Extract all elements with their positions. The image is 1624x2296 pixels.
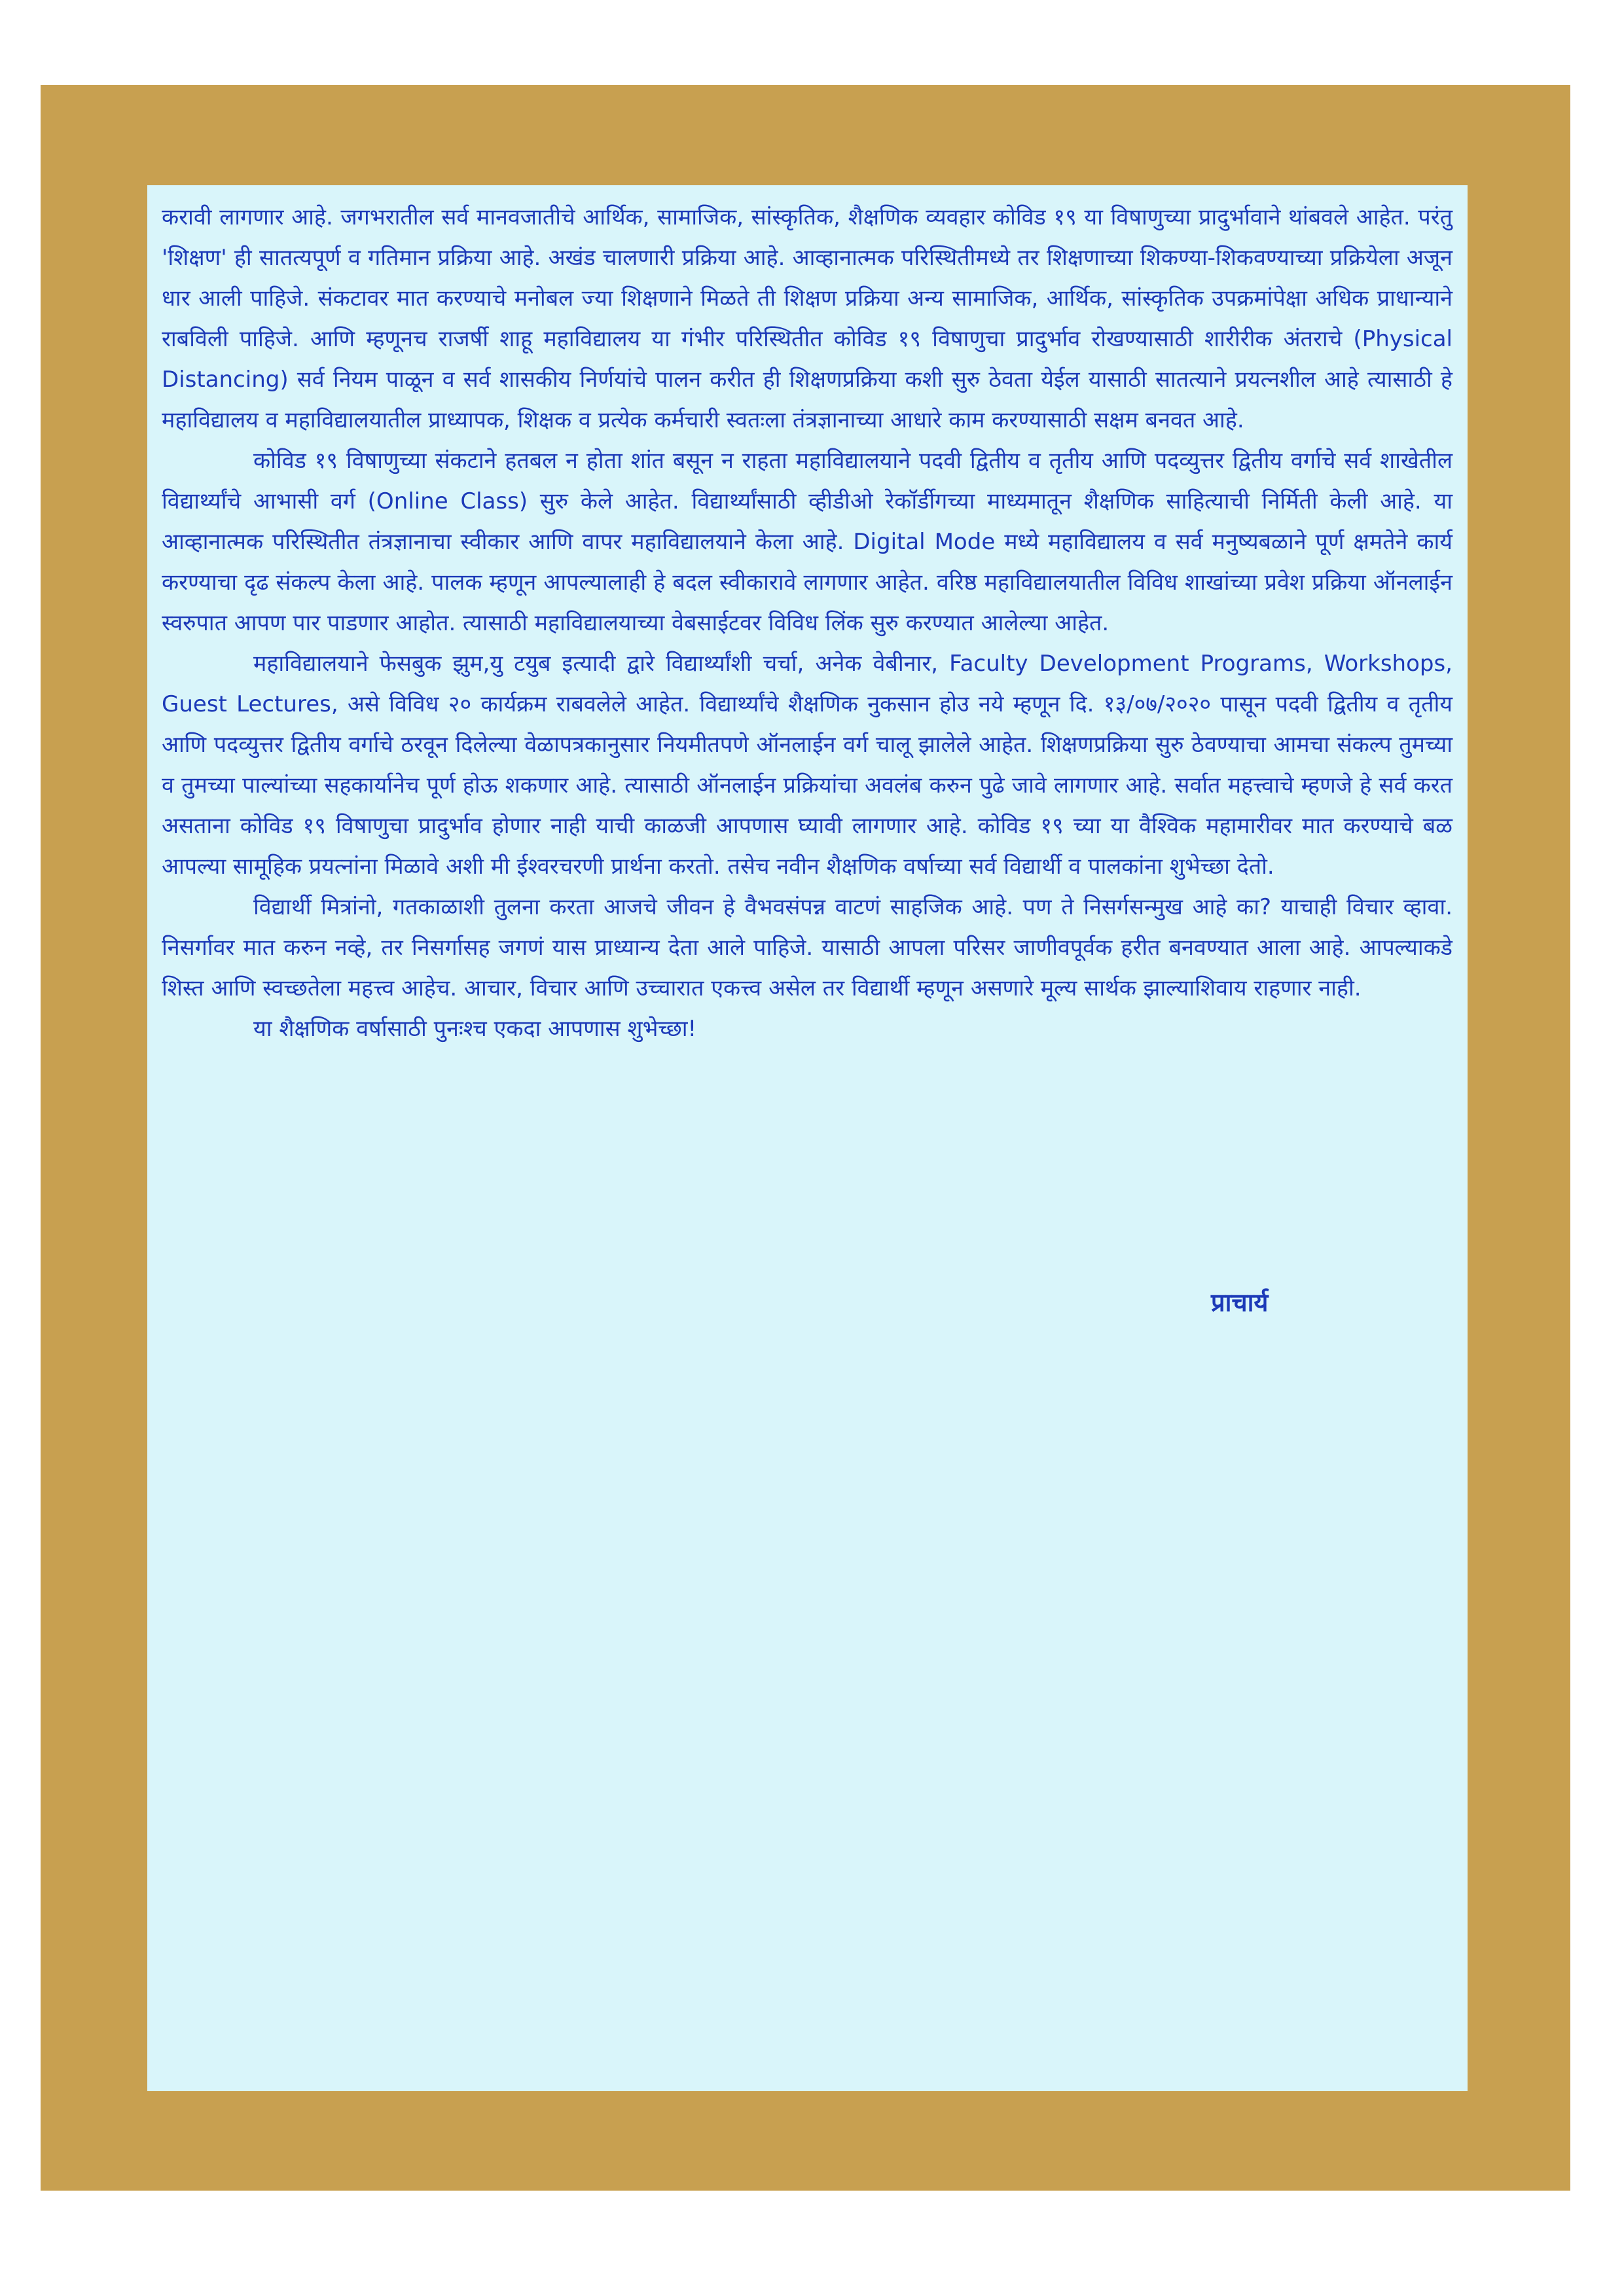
paragraph-3: महाविद्यालयाने फेसबुक झुम,यु टयुब इत्यादी द्वारे विद्यार्थ्यांशी चर्चा, अनेक वेबीनार, Faculty Development Programs, Workshops, Guest Lectures, असे विविध २० कार्यक्रम राबवलेले आहेत. विद्यार्थ्यांचे शैक्षणिक नुकसान होउ नये म्हणून दि. १३/०७/२०२० पासून पदवी द्वितीय व तृतीय आणि पदव्युत्तर द्वितीय वर्गाचे ठरवून दिलेल्या वेळापत्रकानुसार नियमीतपणे ऑनलाईन वर्ग चालू झालेले आहेत. शिक्षणप्रक्रिया सुरु ठेवण्याचा आमचा संकल्प तुमच्या व तुमच्या पाल्यांच्या सहकार्यानेच पूर्ण होऊ शकणार आहे. त्यासाठी ऑनलाईन प्रक्रियांचा अवलंब करुन पुढे जावे लागणार आहे. सर्वात महत्त्वाचे म्हणजे हे सर्व करत असताना कोविड १९ विषाणुचा प्रादुर्भाव होणार नाही याची काळजी आपणास घ्यावी लागणार आहे. कोविड १९ च्या या वैश्विक महामारीवर मात करण्याचे बळ आपल्या सामूहिक प्रयत्नांना मिळावे अशी मी ईश्वरचरणी प्रार्थना करतो. तसेच नवीन शैक्षणिक वर्षाच्या सर्व विद्यार्थी व पालकांना शुभेच्छा देतो. (162, 651, 1453, 880)
paragraph-1: करावी लागणार आहे. जगभरातील सर्व मानवजातीचे आर्थिक, सामाजिक, सांस्कृतिक, शैक्षणिक व्यवहार कोविड १९ या विषाणुच्या प्रादुर्भावाने थांबवले आहेत. परंतु 'शिक्षण' ही सातत्यपूर्ण व गतिमान प्रक्रिया आहे. अखंड चालणारी प्रक्रिया आहे. आव्हानात्मक परिस्थितीमध्ये तर शिक्षणाच्या शिकण्या-शिकवण्याच्या प्रक्रियेला अजून धार आली पाहिजे. संकटावर मात करण्याचे मनोबल ज्या शिक्षणाने मिळते ती शिक्षण प्रक्रिया अन्य सामाजिक, आर्थिक, सांस्कृतिक उपक्रमांपेक्षा अधिक प्राधान्याने राबविली पाहिजे. आणि म्हणूनच राजर्षी शाहू महाविद्यालय या गंभीर परिस्थितीत कोविड १९ विषाणुचा प्रादुर्भाव रोखण्यासाठी शारीरीक अंतराचे (Physical Distancing) सर्व नियम पाळून व सर्व शासकीय निर्णयांचे पालन करीत ही शिक्षणप्रक्रिया कशी सुरु ठेवता येईल यासाठी सातत्याने प्रयत्नशील आहे त्यासाठी हे महाविद्यालय व महाविद्यालयातील प्राध्यापक, शिक्षक व प्रत्येक कर्मचारी स्वतःला तंत्रज्ञानाच्या आधारे काम करण्यासाठी सक्षम बनवत आहे. (162, 204, 1453, 433)
paragraph-2: कोविड १९ विषाणुच्या संकटाने हतबल न होता शांत बसून न राहता महाविद्यालयाने पदवी द्वितीय व तृतीय आणि पदव्युत्तर द्वितीय वर्गाचे सर्व शाखेतील विद्यार्थ्यांचे आभासी वर्ग (Online Class) सुरु केले आहेत. विद्यार्थ्यांसाठी व्हीडीओ रेकॉर्डीगच्या माध्यमातून शैक्षणिक साहित्याची निर्मिती केली आहे. या आव्हानात्मक परिस्थितीत तंत्रज्ञानाचा स्वीकार आणि वापर महाविद्यालयाने केला आहे. Digital Mode मध्ये महाविद्यालय व सर्व मनुष्यबळाने पूर्ण क्षमतेने कार्य करण्याचा दृढ संकल्प केला आहे. पालक म्हणून आपल्यालाही हे बदल स्वीकारावे लागणार आहेत. वरिष्ठ महाविद्यालयातील विविध शाखांच्या प्रवेश प्रक्रिया ऑनलाईन स्वरुपात आपण पार पाडणार आहोत. त्यासाठी महाविद्यालयाच्या वेबसाईटवर विविध लिंक सुरु करण्यात आलेल्या आहेत. (162, 448, 1453, 636)
letter-body (162, 197, 1453, 1049)
signature-principal: प्राचार्य (1211, 1288, 1269, 1317)
letter-panel (147, 185, 1468, 2091)
closing-line: या शैक्षणिक वर्षासाठी पुनःश्च एकदा आपणास शुभेच्छा! (253, 1016, 697, 1042)
paragraph-4: विद्यार्थी मित्रांनो, गतकाळाशी तुलना करता आजचे जीवन हे वैभवसंपन्न वाटणं साहजिक आहे. पण ते निसर्गसन्मुख आहे का? याचाही विचार व्हावा. निसर्गावर मात करुन नव्हे, तर निसर्गासह जगणं यास प्राध्यान्य देता आले पाहिजे. यासाठी आपला परिसर जाणीवपूर्वक हरीत बनवण्यात आला आहे. आपल्याकडे शिस्त आणि स्वच्छतेला महत्त्व आहेच. आचार, विचार आणि उच्चारात एकत्त्व असेल तर विद्यार्थी म्हणून असणारे मूल्य सार्थक झाल्याशिवाय राहणार नाही. (162, 894, 1453, 1001)
